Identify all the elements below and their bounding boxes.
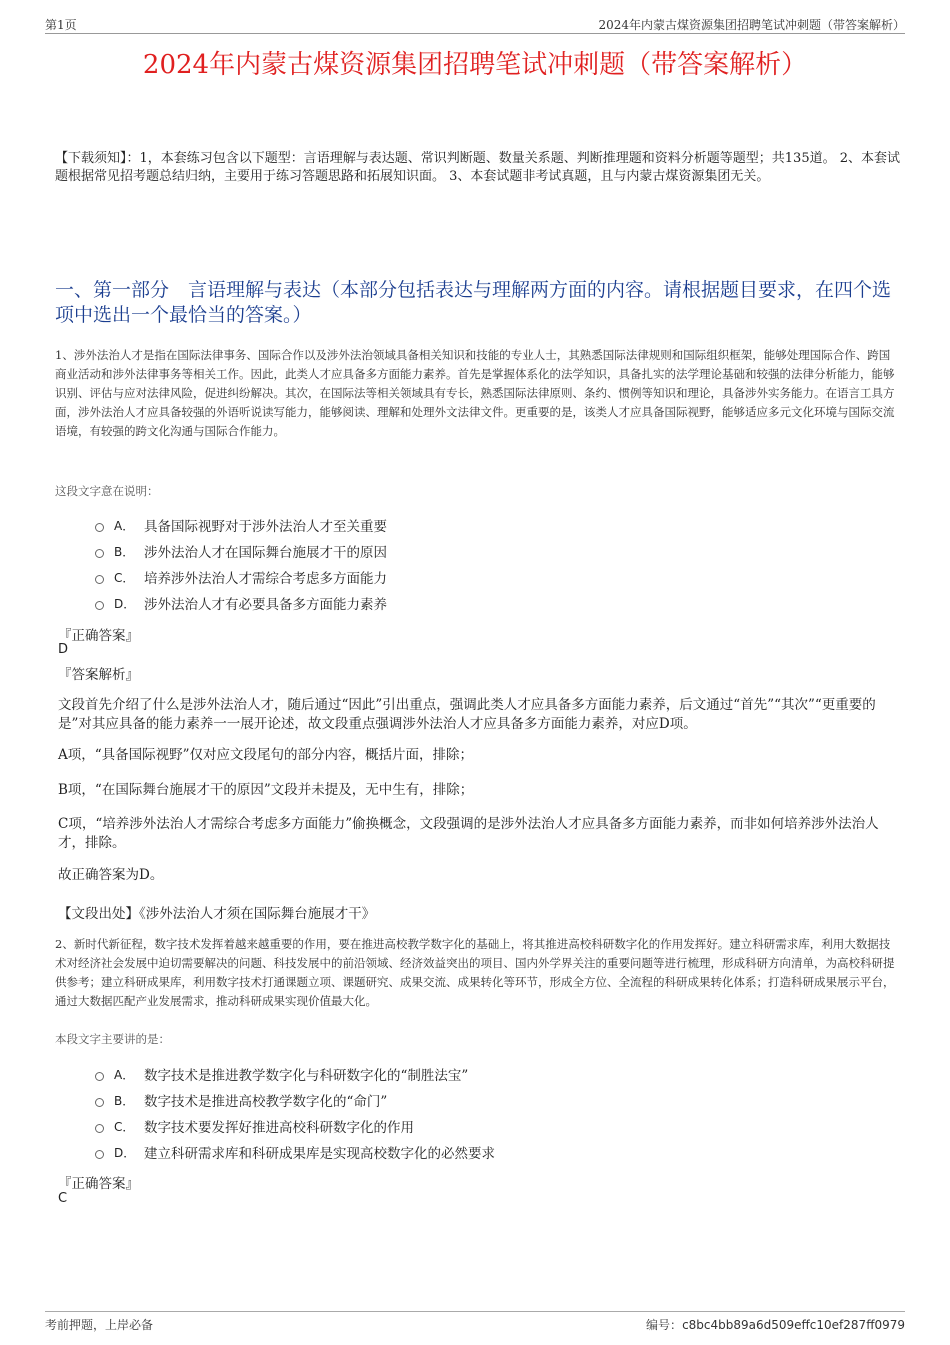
- footer-code: [646, 1316, 905, 1333]
- option-letter: C．: [114, 570, 135, 585]
- question-1-option-d[interactable]: [95, 590, 855, 616]
- radio-icon[interactable]: [95, 1072, 104, 1081]
- option-text: 数字技术是推进高校教学数字化的“命门”: [144, 1094, 388, 1110]
- question-1-source: 【文段出处】《涉外法治人才须在国际舞台施展才干》: [58, 906, 376, 922]
- question-2-option-c[interactable]: [95, 1113, 855, 1139]
- option-letter: A．: [114, 518, 135, 533]
- question-1-prompt: 这段文字意在说明：: [55, 484, 159, 498]
- option-text: 建立科研需求库和科研成果库是实现高校数字化的必然要求: [144, 1146, 495, 1162]
- radio-icon[interactable]: [95, 575, 104, 584]
- header-doc-title: 2024年内蒙古煤资源集团招聘笔试冲刺题（带答案解析）: [598, 18, 905, 32]
- radio-icon[interactable]: [95, 523, 104, 532]
- document-title: 2024年内蒙古煤资源集团招聘笔试冲刺题（带答案解析）: [142, 50, 808, 80]
- option-text: 涉外法治人才在国际舞台施展才干的原因: [144, 545, 387, 561]
- option-letter: D．: [114, 1145, 136, 1160]
- footer-code-label: 编号：: [646, 1318, 683, 1332]
- footer-code-value: c8bc4bb89a6d509effc10ef287ff0979: [682, 1318, 905, 1332]
- question-1-passage: 1、涉外法治人才是指在国际法律事务、国际合作以及涉外法治领域具备相关知识和技能的专业人士，其熟悉国际法律规则和国际组织框架，能够处理国际合作、跨国商业活动和涉外法律事务等相关工作。因此，此类人才应具备多方面能力素养。首先是掌握体系化的法学知识，具备扎实的法学理论基础和较强的法律分析能力，能够识别、评估与应对法律风险，促进纠纷解决。其次，在国际法等相关领域具有专长，熟悉国际法律原则、条约、惯例等知识和理论，具备涉外实务能力。在语言工具方面，涉外法治人才应具备较强的外语听说读写能力，能够阅读、理解和处理外文法律文件。更重要的是，该类人才应具备国际视野，能够适应多元文化环境与国际交流语境，有较强的跨文化沟通与国际合作能力。: [55, 348, 895, 438]
- question-2-option-d[interactable]: [95, 1139, 855, 1165]
- question-2-passage: 2、新时代新征程，数字技术发挥着越来越重要的作用，要在推进高校教学数字化的基础上，将其推进高校科研数字化的作用发挥好。建立科研需求库，利用大数据技术对经济社会发展中迫切需要解决的问题、科技发展中的前沿领域、经济效益突出的项目、国内外学界关注的重要问题等进行梳理，形成科研方向清单，为高校科研提供参考；建立科研成果库，利用数字技术打通课题立项、课题研究、成果交流、成果转化等环节，形成全方位、全流程的科研成果转化体系；打造科研成果展示平台，通过大数据匹配产业发展需求，推动科研成果实现价值最大化。: [55, 937, 895, 1008]
- question-1-analysis-paragraph: 故正确答案为D。: [58, 867, 164, 883]
- option-letter: D．: [114, 596, 136, 611]
- option-letter: B．: [114, 544, 135, 559]
- option-text: 培养涉外法治人才需综合考虑多方面能力: [144, 571, 387, 587]
- question-2-options: [95, 1061, 855, 1165]
- page-number: 第1页: [45, 18, 77, 32]
- question-1-options: [95, 512, 855, 616]
- option-text: 数字技术是推进教学数字化与科研数字化的“制胜法宝”: [144, 1068, 469, 1084]
- question-1-analysis-label: 『答案解析』: [58, 667, 139, 683]
- option-text: 数字技术要发挥好推进高校科研数字化的作用: [144, 1120, 414, 1136]
- question-1-option-c[interactable]: [95, 564, 855, 590]
- option-letter: C．: [114, 1119, 135, 1134]
- radio-icon[interactable]: [95, 1150, 104, 1159]
- question-1-option-b[interactable]: [95, 538, 855, 564]
- option-text: 涉外法治人才有必要具备多方面能力素养: [144, 597, 387, 613]
- question-2-option-b[interactable]: [95, 1087, 855, 1113]
- radio-icon[interactable]: [95, 1098, 104, 1107]
- footer-slogan: 考前押题，上岸必备: [45, 1318, 154, 1332]
- download-notice: 【下载须知】：1，本套练习包含以下题型：言语理解与表达题、常识判断题、数量关系题、判断推理题和资料分析题等题型；共135道。 2、本套试题根据常见招考题总结归纳，主要用于练习答题思路和拓展知识面。 3、本套试题非考试真题，且与内蒙古煤资源集团无关。: [55, 151, 900, 184]
- question-1-answer-label: 『正确答案』: [58, 628, 139, 644]
- question-2-answer: C: [58, 1191, 68, 1206]
- radio-icon[interactable]: [95, 549, 104, 558]
- radio-icon[interactable]: [95, 601, 104, 610]
- question-2-prompt: 本段文字主要讲的是：: [55, 1032, 170, 1046]
- question-1-analysis-paragraph: 文段首先介绍了什么是涉外法治人才，随后通过“因此”引出重点，强调此类人才应具备多方面能力素养，后文通过“首先”“其次”“更重要的是”对其应具备的能力素养一一展开论述，故文段重点强调涉外法治人才应具备多方面能力素养，对应D项。: [58, 697, 876, 732]
- question-1-analysis-paragraph: A项，“具备国际视野”仅对应文段尾句的部分内容，概括片面，排除；: [58, 747, 474, 763]
- radio-icon[interactable]: [95, 1124, 104, 1133]
- option-text: 具备国际视野对于涉外法治人才至关重要: [144, 519, 387, 535]
- question-1-analysis-paragraph: C项，“培养涉外法治人才需综合考虑多方面能力”偷换概念，文段强调的是涉外法治人才应具备多方面能力素养，而非如何培养涉外法治人才，排除。: [58, 816, 879, 851]
- page-footer: [45, 1311, 905, 1335]
- question-1-answer: D: [58, 642, 69, 657]
- question-2-answer-label: 『正确答案』: [58, 1176, 139, 1192]
- question-2-option-a[interactable]: [95, 1061, 855, 1087]
- option-letter: A．: [114, 1067, 135, 1082]
- page-header: [45, 14, 905, 34]
- option-letter: B．: [114, 1093, 135, 1108]
- question-1-analysis-paragraph: B项，“在国际舞台施展才干的原因”文段并未提及，无中生有，排除；: [58, 782, 474, 798]
- question-1-option-a[interactable]: [95, 512, 855, 538]
- section-title: 一、第一部分 言语理解与表达（本部分包括表达与理解两方面的内容。请根据题目要求，在四个选项中选出一个最恰当的答案。）: [55, 279, 892, 326]
